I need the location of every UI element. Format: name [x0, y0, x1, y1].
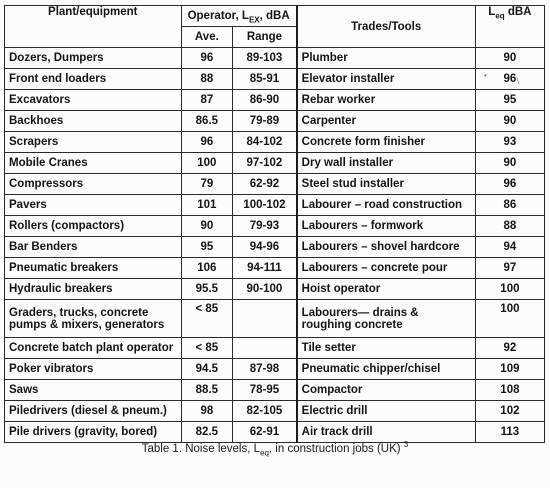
table-row	[5, 216, 545, 237]
table-body	[5, 48, 545, 443]
cell-range: 94-111	[233, 258, 297, 279]
header-ave-label: Ave.	[194, 31, 219, 43]
table-row	[5, 48, 545, 69]
cell-range: 90-100	[233, 279, 297, 300]
cell-plant: Excavators	[5, 90, 182, 111]
cell-ave: 98	[181, 401, 233, 422]
cell-range: 79-89	[233, 111, 297, 132]
pencil-mark: ∖	[515, 77, 521, 86]
cell-ave: 86.5	[181, 111, 233, 132]
cell-range: 97-102	[233, 153, 297, 174]
cell-ave: 94.5	[181, 359, 233, 380]
cell-plant: Saws	[5, 380, 182, 401]
cell-range: 84-102	[233, 132, 297, 153]
table-header	[5, 6, 545, 48]
table-row	[5, 132, 545, 153]
cell-leq: 88	[475, 216, 544, 237]
cell-plant: Pneumatic breakers	[5, 258, 182, 279]
cell-plant: Dozers, Dumpers	[5, 48, 182, 69]
table-row	[5, 111, 545, 132]
header-operator-suffix: , dBA	[259, 10, 290, 22]
header-leq-subscript: eq	[495, 11, 505, 21]
caption-subscript: eq	[260, 448, 269, 458]
table-row	[5, 69, 545, 90]
cell-trade: Compactor	[297, 380, 476, 401]
header-leq	[475, 6, 544, 48]
header-plant-equipment	[5, 6, 182, 48]
cell-plant: Poker vibrators	[5, 359, 182, 380]
cell-ave: 106	[181, 258, 233, 279]
table-row	[5, 174, 545, 195]
cell-ave: 88	[181, 69, 233, 90]
table-caption	[0, 440, 550, 458]
cell-leq: 90	[475, 111, 544, 132]
cell-range: 86-90	[233, 90, 297, 111]
cell-range: 79-93	[233, 216, 297, 237]
cell-ave: 100	[181, 153, 233, 174]
cell-plant: Pile drivers (gravity, bored)	[5, 422, 182, 443]
cell-plant: Compressors	[5, 174, 182, 195]
caption-prefix: Table 1. Noise levels, L	[141, 443, 261, 455]
cell-range	[233, 338, 297, 359]
cell-ave: 96	[181, 48, 233, 69]
cell-plant: Concrete batch plant operator	[5, 338, 182, 359]
cell-trade: Labourer – road construction	[297, 195, 476, 216]
cell-leq: 94	[475, 237, 544, 258]
cell-plant: Pavers	[5, 195, 182, 216]
cell-plant: Mobile Cranes	[5, 153, 182, 174]
cell-trade: Elevator installer	[297, 69, 476, 90]
cell-range: 62-91	[233, 422, 297, 443]
cell-range: 82-105	[233, 401, 297, 422]
cell-plant: Piledrivers (diesel & pneum.)	[5, 401, 182, 422]
cell-trade: Steel stud installer	[297, 174, 476, 195]
header-leq-suffix: dBA	[504, 6, 532, 18]
cell-ave: 79	[181, 174, 233, 195]
cell-leq: 102	[475, 401, 544, 422]
cell-trade: Pneumatic chipper/chisel	[297, 359, 476, 380]
cell-plant: Scrapers	[5, 132, 182, 153]
header-operator	[181, 6, 297, 27]
table-row	[5, 380, 545, 401]
cell-plant: Hydraulic breakers	[5, 279, 182, 300]
cell-plant: Graders, trucks, concrete pumps & mixers, generators	[5, 300, 182, 338]
table-row	[5, 422, 545, 443]
cell-leq: 100	[475, 279, 544, 300]
table-row	[5, 359, 545, 380]
cell-trade: Labourers – concrete pour	[297, 258, 476, 279]
cell-plant: Bar Benders	[5, 237, 182, 258]
cell-leq: 97	[475, 258, 544, 279]
cell-plant: Rollers (compactors)	[5, 216, 182, 237]
table-row	[5, 195, 545, 216]
header-trades-tools	[297, 6, 476, 48]
cell-trade: Labourers – shovel hardcore	[297, 237, 476, 258]
cell-leq: 95	[475, 90, 544, 111]
table-row	[5, 90, 545, 111]
cell-range: 89-103	[233, 48, 297, 69]
cell-trade: Carpenter	[297, 111, 476, 132]
header-operator-prefix: Operator, L	[187, 10, 249, 22]
header-operator-subscript: EX	[248, 15, 260, 25]
cell-trade: Rebar worker	[297, 90, 476, 111]
cell-leq: 92	[475, 338, 544, 359]
table-row	[5, 258, 545, 279]
cell-plant: Front end loaders	[5, 69, 182, 90]
caption-reference: 3	[403, 440, 409, 450]
cell-range	[233, 300, 297, 338]
cell-plant: Backhoes	[5, 111, 182, 132]
cell-leq: 109	[475, 359, 544, 380]
table-row	[5, 401, 545, 422]
cell-ave: 88.5	[181, 380, 233, 401]
cell-trade: Hoist operator	[297, 279, 476, 300]
cell-ave: 90	[181, 216, 233, 237]
cell-ave: 95	[181, 237, 233, 258]
header-ave	[181, 27, 233, 48]
cell-ave: 87	[181, 90, 233, 111]
cell-trade: Electric drill	[297, 401, 476, 422]
cell-leq: 96	[475, 174, 544, 195]
cell-range: 62-92	[233, 174, 297, 195]
cell-trade: Concrete form finisher	[297, 132, 476, 153]
cell-leq: 100	[475, 300, 544, 338]
cell-leq: 93	[475, 132, 544, 153]
cell-ave: < 85	[181, 338, 233, 359]
cell-trade: Labourers— drains & roughing concrete	[297, 300, 476, 338]
table-row	[5, 279, 545, 300]
cell-range: 78-95	[233, 380, 297, 401]
cell-range: 85-91	[233, 69, 297, 90]
cell-leq: 90	[475, 48, 544, 69]
cell-leq: 96	[475, 69, 544, 90]
cell-trade: Dry wall installer	[297, 153, 476, 174]
caption-suffix: , in construction jobs (UK)	[268, 443, 404, 455]
header-trades-label: Trades/Tools	[351, 20, 422, 33]
header-plant-label: Plant/equipment	[48, 6, 138, 18]
cell-trade: Labourers – formwork	[297, 216, 476, 237]
cell-trade: Plumber	[297, 48, 476, 69]
cell-leq: 86	[475, 195, 544, 216]
noise-levels-table	[4, 5, 545, 443]
cell-range: 87-98	[233, 359, 297, 380]
cell-ave: < 85	[181, 300, 233, 338]
cell-range: 100-102	[233, 195, 297, 216]
table-row	[5, 300, 545, 338]
header-range-label: Range	[246, 31, 282, 43]
cell-trade: Tile setter	[297, 338, 476, 359]
pencil-mark: •	[484, 71, 487, 80]
table-row	[5, 237, 545, 258]
cell-ave: 101	[181, 195, 233, 216]
table-row	[5, 153, 545, 174]
cell-leq: 113	[475, 422, 544, 443]
cell-range: 94-96	[233, 237, 297, 258]
cell-leq: 108	[475, 380, 544, 401]
cell-ave: 82.5	[181, 422, 233, 443]
header-leq-prefix: L	[488, 6, 496, 18]
header-range	[233, 27, 297, 48]
table-row	[5, 338, 545, 359]
cell-leq: 90	[475, 153, 544, 174]
cell-trade: Air track drill	[297, 422, 476, 443]
cell-ave: 96	[181, 132, 233, 153]
cell-ave: 95.5	[181, 279, 233, 300]
